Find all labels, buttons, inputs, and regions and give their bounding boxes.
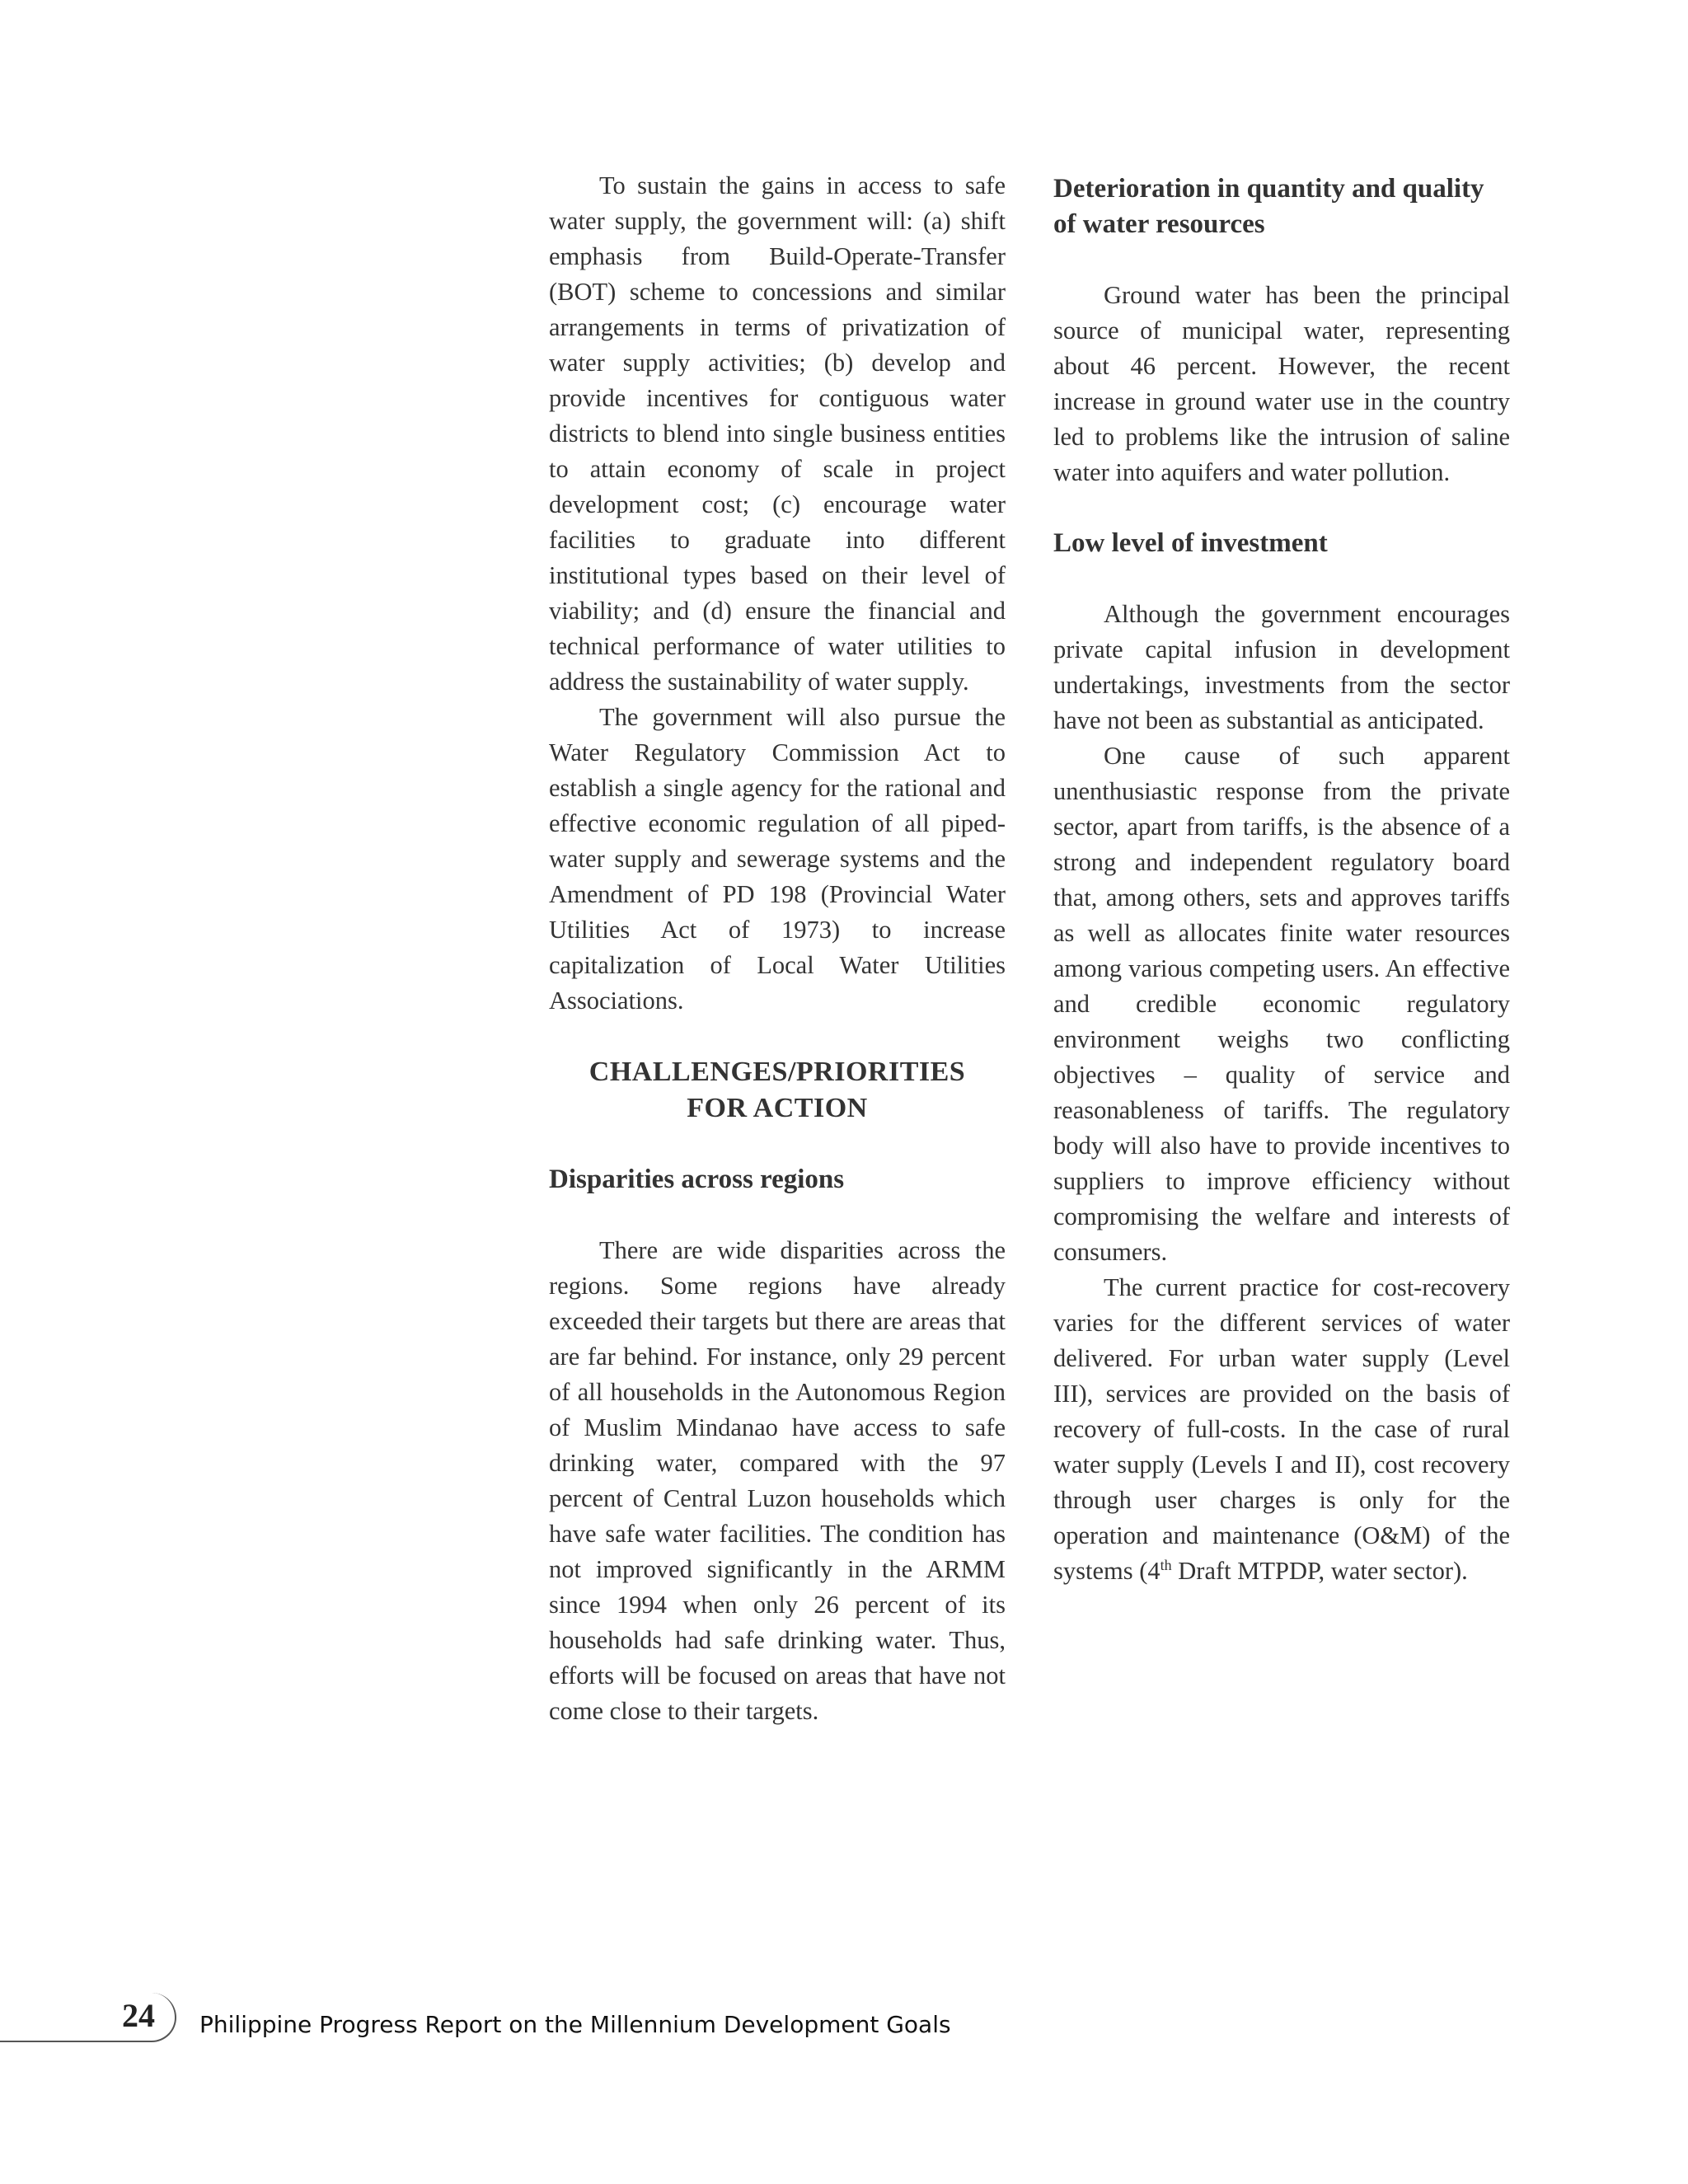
investment-paragraph-2: One cause of such apparent unenthusiastic response from the private sector, apart from tariffs, is the absence of a strong and independent regulatory board that, among others, sets and approves tariffs as well as allocates finite water resources among various competing users. An effective and credible economic regulatory environment weighs two conflicting objectives – quality of service and reasonableness of tariffs. The regulatory body will also have to provide incentives to suppliers to improve efficiency without compromising the welfare and interests of consumers. bbox=[1053, 742, 1510, 1266]
deterioration-paragraph: Ground water has been the principal source of municipal water, representing about 46 percent. However, the recent increase in ground water use in the country led to problems like the intrusion of saline water into aquifers and water pollution. bbox=[1053, 281, 1510, 486]
disparities-heading: Disparities across regions bbox=[549, 1165, 845, 1194]
page-footer bbox=[0, 1993, 951, 2042]
page-number: 24 bbox=[122, 1997, 155, 2034]
publication-title: Philippine Progress Report on the Millennium Development Goals bbox=[199, 2011, 951, 2038]
ordinal-superscript: th bbox=[1160, 1556, 1172, 1573]
chapter-heading-line-2: FOR ACTION bbox=[687, 1093, 868, 1123]
left-column bbox=[549, 168, 1006, 1729]
intro-paragraph-1: To sustain the gains in access to safe water supply, the government will: (a) shift emphasis from Build-Operate-Transfer (BOT) scheme to concessions and similar arrangements in terms of privatization of water supply activities; (b) develop and provide incentives for contiguous water districts to blend into single business entities to attain economy of scale in project development cost; (c) encourage water facilities to graduate into different institutional types based on their level of viability; and (d) ensure the financial and technical performance of water utilities to address the sustainability of water supply. bbox=[549, 171, 1006, 696]
intro-paragraph-2: The government will also pursue the Water Regulatory Commission Act to establish a single agency for the rational and effective economic regulation of all piped-water supply and sewerage systems and the Amendment of PD 198 (Provincial Water Utilities Act of 1973) to increase capitalization of Local Water Utilities Associations. bbox=[549, 703, 1006, 1015]
disparities-paragraph: There are wide disparities across the regions. Some regions have already exceeded their targets but there are areas that are far behind. For instance, only 29 percent of all households in the Autonomous Region of Muslim Mindanao have access to safe drinking water, compared with the 97 percent of Central Luzon households which have safe water facilities. The condition has not improved significantly in the ARMM since 1994 when only 26 percent of its households had safe drinking water. Thus, efforts will be focused on areas that have not come close to their targets. bbox=[549, 1236, 1006, 1725]
investment-paragraph-1: Although the government encourages private capital infusion in development undertakings, investments from the sector have not been as substantial as anticipated. bbox=[1053, 600, 1510, 734]
investment-paragraph-3-start: The current practice for cost-recovery varies for the different services of water delivered. For urban water supply (Level III), services are provided on the basis of recovery of full-costs. In the case of rural water supply (Levels I and II), cost recovery through user charges is only for the operation and maintenance (O&M) of the systems (4 bbox=[1053, 1273, 1510, 1585]
deterioration-heading: Deterioration in quantity and quality of water resources bbox=[1053, 174, 1484, 239]
right-column bbox=[1053, 171, 1510, 1589]
investment-paragraph-3 bbox=[1053, 1270, 1510, 1589]
chapter-heading bbox=[549, 1054, 1006, 1127]
investment-heading: Low level of investment bbox=[1053, 528, 1328, 558]
chapter-heading-line-1: CHALLENGES/PRIORITIES bbox=[588, 1057, 966, 1087]
investment-paragraph-3-end: Draft MTPDP, water sector). bbox=[1171, 1557, 1468, 1585]
